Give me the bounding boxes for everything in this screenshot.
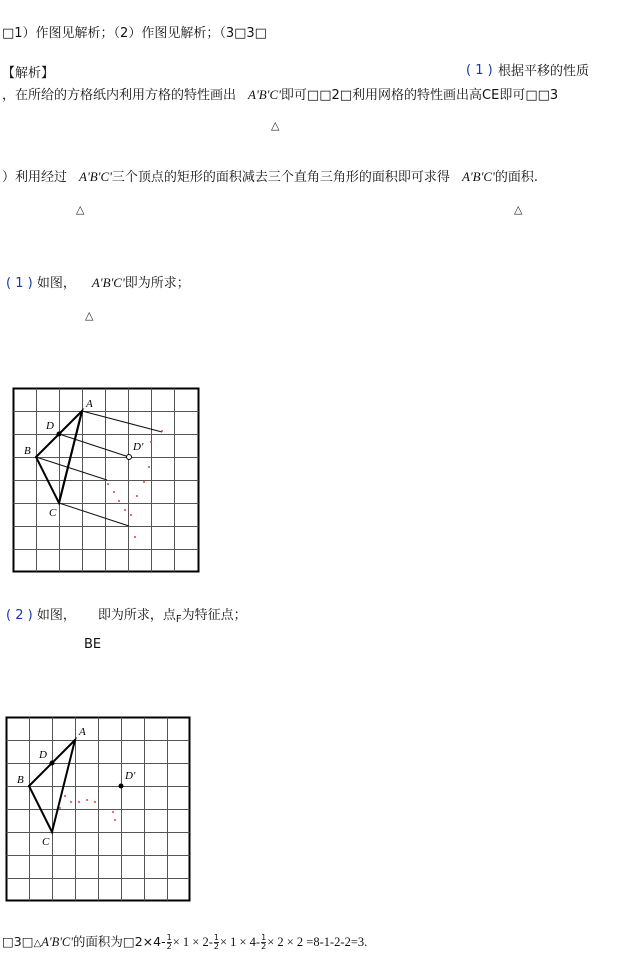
- analysis-heading: 【解析】: [2, 66, 55, 81]
- part3-term-1: × 1 × 2-: [172, 935, 213, 949]
- part2-point-f: F: [175, 614, 182, 625]
- figure2-label-a: A: [79, 726, 86, 738]
- part1-tag: ( 1 ): [6, 276, 33, 291]
- triangle-symbol: △: [76, 203, 85, 216]
- figure2-grid: [7, 718, 190, 901]
- part2-be-label: BE: [84, 637, 102, 652]
- part2-text-prefix: 如图，: [36, 608, 76, 623]
- analysis-line2-prefix: ，在所给的方格纸内利用方格的特性画出: [2, 88, 237, 103]
- figure1-label-d: D: [46, 420, 54, 432]
- figure1-label-b: B: [24, 445, 31, 457]
- part3-term-2: × 1 × 4-: [219, 935, 261, 949]
- figure2-point-dprime: [119, 784, 124, 789]
- figure1-label-a: A: [86, 398, 93, 410]
- part3-line: [2, 932, 367, 951]
- figure2-point-d: [50, 761, 55, 766]
- part1-analysis-tag: ( 1 ): [466, 63, 493, 78]
- analysis-line3-suffix: 的面积.: [494, 170, 538, 185]
- figure1-label-dprime: D': [133, 441, 144, 453]
- figure1-label-c: C: [49, 507, 57, 519]
- part1-text-suffix: 即为所求；: [124, 276, 190, 291]
- answer-line: □1）作图见解析；（2）作图见解析；（3□3□: [2, 26, 267, 41]
- figure2-label-c: C: [42, 836, 50, 848]
- triangle-symbol: △: [85, 309, 94, 322]
- analysis-line2-suffix: 即可□□2□利用网格的特性画出高CE即可□□3: [280, 88, 559, 103]
- part3-mid: 的面积为□2×4-: [72, 934, 166, 949]
- part2-line: [6, 604, 247, 623]
- part2-tag: ( 2 ): [6, 608, 33, 623]
- fraction-half: $\frac{1}{2}$: [166, 933, 172, 951]
- figure-1: [12, 387, 202, 573]
- analysis-line3-prefix: ）利用经过: [2, 170, 68, 185]
- analysis-line3-triangle-2: A'B'C': [461, 169, 495, 184]
- figure2-label-d: D: [39, 749, 47, 761]
- figure1-point-d: [57, 432, 62, 437]
- part1-text-prefix: 如图，: [36, 276, 76, 291]
- figure2-label-dprime: D': [125, 770, 136, 782]
- triangle-symbol: △: [271, 119, 280, 132]
- fraction-half: $\frac{1}{2}$: [213, 933, 219, 951]
- analysis-line-2: [2, 84, 558, 103]
- analysis-line-3: [2, 166, 538, 185]
- part1-line: [6, 272, 190, 291]
- part3-prefix: □3□: [2, 934, 34, 949]
- figure1-point-dprime: [127, 455, 132, 460]
- analysis-line3-mid: 三个顶点的矩形的面积减去三个直角三角形的面积即可求得: [111, 170, 450, 185]
- part2-text-suffix: 为特征点；: [181, 608, 247, 623]
- figure2-dotted-image: [59, 795, 116, 821]
- figure2-label-b: B: [17, 774, 24, 786]
- analysis-line2-triangle: A'B'C': [248, 87, 281, 102]
- triangle-symbol: △: [514, 203, 523, 216]
- analysis-p1-text: 根据平移的性质: [498, 64, 590, 79]
- analysis-line3-triangle: A'B'C': [79, 169, 112, 184]
- part3-term-3: × 2 × 2 =8-1-2-2=3.: [267, 935, 368, 949]
- part2-text-mid: 即为所求，点: [97, 608, 176, 623]
- figure-2: [5, 716, 193, 902]
- fraction-half: $\frac{1}{2}$: [261, 933, 267, 951]
- part1-triangle: A'B'C': [91, 275, 125, 290]
- part3-triangle: A'B'C': [41, 935, 73, 949]
- part3-triangle-symbol: △: [33, 938, 42, 949]
